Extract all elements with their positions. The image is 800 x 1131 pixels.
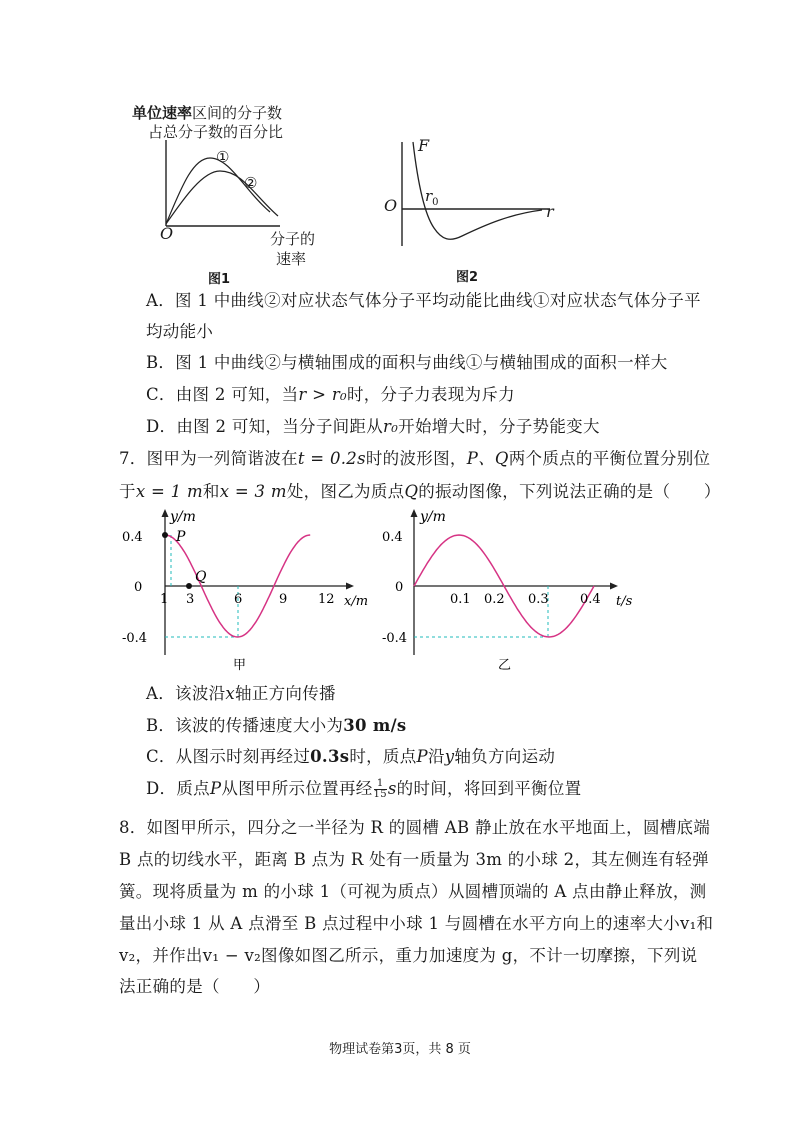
- graph-yi: [380, 505, 660, 675]
- q8-line6: 法正确的是（ ）: [119, 977, 271, 996]
- page-footer: 物理试卷第3页，共 8 页: [329, 1042, 471, 1057]
- q7-stem-line2: 于x = 1 m和x = 3 m处，图乙为质点Q的振动图像，下列说法正确的是（ ）: [119, 482, 721, 501]
- fig1-ylabel-line2: 占总分子数的百分比: [148, 123, 284, 141]
- q6-option-a-line1: A．图 1 中曲线②对应状态气体分子平均动能比曲线①对应状态气体分子平: [146, 291, 701, 310]
- yi-xtick-3: 0.4: [580, 592, 601, 607]
- figure-2: [370, 130, 570, 290]
- fig1-curve2-label: ②: [244, 174, 258, 192]
- jia-ytick-2: -0.4: [122, 631, 148, 646]
- jia-xtick-2: 6: [234, 592, 243, 607]
- yi-xtick-0: 0.1: [450, 592, 471, 607]
- jia-xtick-3: 9: [279, 592, 288, 607]
- yi-ylabel: y/m: [420, 509, 446, 525]
- q7-option-a: A．该波沿x轴正方向传播: [146, 684, 336, 703]
- q8-line1: 8．如图甲所示，四分之一半径为 R 的圆槽 AB 静止放在水平地面上，圆槽底端: [119, 818, 711, 837]
- q6-option-b: B．图 1 中曲线②与横轴围成的面积与曲线①与横轴围成的面积一样大: [146, 353, 668, 372]
- jia-xtick-1: 3: [186, 592, 195, 607]
- q6-option-c: C．由图 2 可知，当r > r₀时，分子力表现为斥力: [146, 385, 515, 404]
- jia-point-q-dot: [186, 583, 192, 589]
- yi-ytick-2: -0.4: [382, 631, 408, 646]
- fig2-caption: 图2: [456, 270, 479, 285]
- q8-line3: 簧。现将质量为 m 的小球 1（可视为质点）从圆槽顶端的 A 点由静止释放，测: [119, 882, 707, 901]
- q8-line2: B 点的切线水平，距离 B 点为 R 处有一质量为 3m 的小球 2，其左侧连有轻弹: [119, 850, 709, 869]
- fraction: $\frac{1}{15}$: [373, 778, 387, 800]
- q7-option-b: B．该波的传播速度大小为30 m/s: [146, 716, 407, 735]
- fig2-ylabel: F: [418, 136, 430, 155]
- fig1-curve-2: [166, 171, 278, 224]
- fig1-ylabel-rest: 区间的分子数: [192, 104, 283, 122]
- jia-ytick-0: 0.4: [122, 530, 143, 545]
- jia-ylabel: y/m: [170, 509, 196, 525]
- jia-point-q: Q: [195, 569, 207, 585]
- jia-x-arrow: [346, 583, 354, 590]
- jia-xtick-4: 12: [318, 592, 335, 607]
- yi-xtick-1: 0.2: [484, 592, 505, 607]
- q7-option-d: D．质点P从图甲所示位置再经 $\frac{1}{15}$ s的时间，将回到平衡位置: [146, 778, 582, 800]
- yi-xtick-2: 0.3: [528, 592, 549, 607]
- fig1-xlabel-line2: 速率: [276, 250, 307, 268]
- jia-y-arrow: [162, 509, 169, 517]
- q8-line5: v₂，并作出v₁ − v₂图像如图乙所示，重力加速度为 g，不计一切摩擦，下列说: [119, 946, 698, 965]
- jia-ytick-1: 0: [134, 580, 143, 595]
- yi-caption: 乙: [498, 658, 512, 673]
- fig2-xlabel: r: [546, 202, 554, 221]
- yi-ytick-0: 0.4: [382, 530, 403, 545]
- fig1-ylabel-bold: 单位速率: [132, 104, 193, 122]
- yi-y-arrow: [411, 509, 418, 517]
- jia-caption: 甲: [233, 658, 247, 673]
- q8-line4: 量出小球 1 从 A 点滑至 B 点过程中小球 1 与圆槽在水平方向上的速率大小v₁和: [119, 914, 714, 933]
- yi-xlabel: t/s: [616, 594, 633, 609]
- q7-stem-line1: 7．图甲为一列简谐波在t = 0.2s时的波形图，P、Q两个质点的平衡位置分别位: [119, 449, 711, 468]
- fig1-origin: O: [160, 224, 174, 243]
- fig1-caption: 图1: [208, 272, 231, 287]
- jia-xtick-0: 1: [160, 592, 169, 607]
- figure-1: [120, 96, 370, 286]
- fig1-curve1-label: ①: [216, 148, 230, 166]
- q6-option-a-line2: 均动能小: [146, 322, 214, 341]
- jia-xlabel: x/m: [344, 594, 369, 609]
- graph-jia: [120, 505, 380, 675]
- q6-option-d: D．由图 2 可知，当分子间距从r₀开始增大时，分子势能变大: [146, 417, 600, 436]
- fig2-r0-label: $r_0$: [425, 187, 439, 208]
- jia-point-p-dot: [162, 532, 168, 538]
- yi-ytick-1: 0: [395, 580, 404, 595]
- fig1-xlabel-line1: 分子的: [270, 230, 316, 248]
- jia-point-p: P: [176, 529, 186, 545]
- q7-option-c: C．从图示时刻再经过0.3s时，质点P沿y轴负方向运动: [146, 747, 556, 766]
- yi-x-arrow: [610, 583, 618, 590]
- fig2-origin: O: [384, 196, 398, 215]
